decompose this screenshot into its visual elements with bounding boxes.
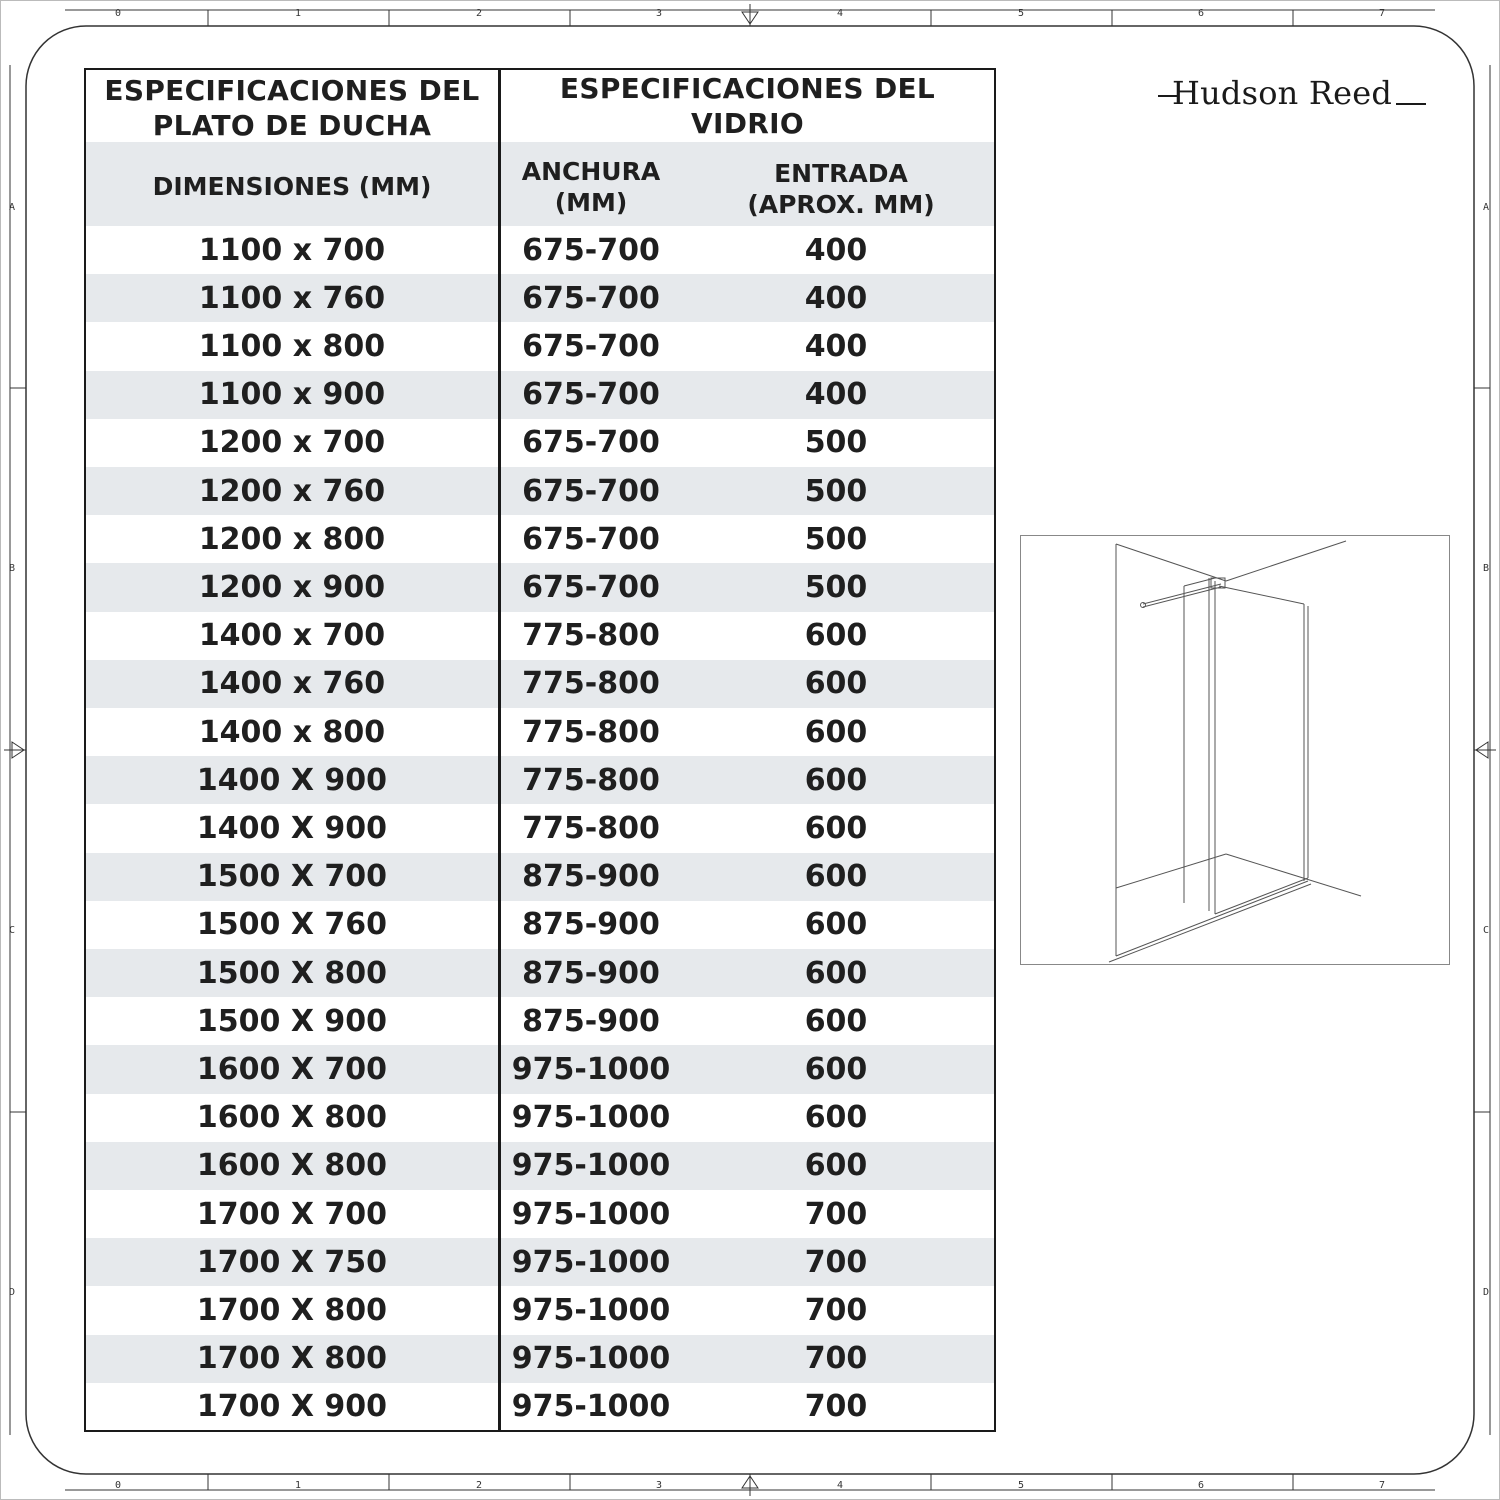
ruler-label: C (9, 925, 16, 936)
column-divider (498, 70, 501, 1430)
cell-dimensions: 1100 x 700 (198, 232, 386, 268)
cell-width: 675-700 (522, 473, 660, 509)
cell-dimensions: 1500 X 900 (196, 1003, 388, 1039)
cell-dimensions: 1600 X 700 (196, 1051, 388, 1087)
cell-entry: 600 (804, 618, 868, 654)
cell-entry: 700 (804, 1341, 868, 1377)
cell-width: 975-1000 (511, 1244, 671, 1280)
cell-width: 675-700 (522, 521, 660, 557)
ruler-label: 5 (1018, 1480, 1025, 1491)
cell-entry: 400 (804, 232, 868, 268)
group-header-tray: ESPECIFICACIONES DEL PLATO DE DUCHA (104, 74, 480, 142)
shower-enclosure-illustration (1020, 535, 1450, 965)
cell-dimensions: 1500 X 700 (196, 859, 388, 895)
ruler-label: B (9, 563, 16, 574)
cell-dimensions: 1400 X 900 (196, 810, 388, 846)
cell-entry: 700 (804, 1196, 868, 1232)
cell-width: 675-700 (522, 425, 660, 461)
cell-dimensions: 1700 X 700 (196, 1196, 388, 1232)
ruler-label: 0 (115, 1480, 122, 1491)
spec-table (84, 68, 996, 1432)
ruler-label: A (1483, 202, 1490, 213)
brand-logo (1158, 70, 1428, 118)
cell-entry: 600 (804, 1148, 868, 1184)
cell-dimensions: 1200 x 700 (198, 425, 386, 461)
cell-entry: 400 (804, 377, 868, 413)
ruler-label: 6 (1198, 8, 1205, 19)
cell-width: 975-1000 (511, 1389, 671, 1425)
cell-width: 775-800 (522, 618, 660, 654)
cell-entry: 600 (804, 762, 868, 798)
cell-width: 975-1000 (511, 1341, 671, 1377)
walk-in-shower-icon (1021, 536, 1449, 964)
cell-width: 975-1000 (511, 1100, 671, 1136)
cell-entry: 600 (804, 1003, 868, 1039)
cell-entry: 600 (804, 955, 868, 991)
cell-entry: 700 (804, 1389, 868, 1425)
cell-dimensions: 1500 X 760 (196, 907, 388, 943)
ruler-label: B (1483, 563, 1490, 574)
cell-dimensions: 1600 X 800 (196, 1100, 388, 1136)
cell-dimensions: 1400 x 800 (198, 714, 386, 750)
cell-entry: 600 (804, 1051, 868, 1087)
ruler-label: C (1483, 925, 1490, 936)
cell-width: 975-1000 (511, 1196, 671, 1232)
ruler-label: 6 (1198, 1480, 1205, 1491)
cell-width: 875-900 (522, 859, 660, 895)
cell-entry: 600 (804, 1100, 868, 1136)
cell-entry: 600 (804, 859, 868, 895)
ruler-label: D (9, 1287, 16, 1298)
ruler-label: A (9, 202, 16, 213)
cell-entry: 600 (804, 714, 868, 750)
cell-dimensions: 1100 x 900 (198, 377, 386, 413)
cell-width: 875-900 (522, 907, 660, 943)
ruler-label: 7 (1379, 8, 1386, 19)
cell-entry: 500 (804, 425, 868, 461)
cell-width: 775-800 (522, 810, 660, 846)
cell-entry: 400 (804, 280, 868, 316)
cell-width: 675-700 (522, 232, 660, 268)
cell-width: 775-800 (522, 714, 660, 750)
column-header-dimensions: DIMENSIONES (MM) (152, 172, 432, 202)
ruler-label: 1 (295, 8, 302, 19)
cell-width: 975-1000 (511, 1292, 671, 1328)
cell-dimensions: 1200 x 900 (198, 569, 386, 605)
cell-width: 975-1000 (511, 1051, 671, 1087)
ruler-label: 2 (476, 1480, 483, 1491)
cell-dimensions: 1500 X 800 (196, 955, 388, 991)
cell-dimensions: 1700 X 900 (196, 1389, 388, 1425)
cell-width: 875-900 (522, 955, 660, 991)
ruler-label: 5 (1018, 8, 1025, 19)
ruler-label: 2 (476, 8, 483, 19)
cell-dimensions: 1100 x 760 (198, 280, 386, 316)
cell-width: 675-700 (522, 569, 660, 605)
ruler-label: D (1483, 1287, 1490, 1298)
cell-dimensions: 1400 x 760 (198, 666, 386, 702)
cell-entry: 500 (804, 521, 868, 557)
cell-entry: 700 (804, 1292, 868, 1328)
cell-dimensions: 1200 x 800 (198, 521, 386, 557)
cell-width: 675-700 (522, 328, 660, 364)
ruler-label: 3 (656, 1480, 663, 1491)
cell-entry: 500 (804, 569, 868, 605)
cell-entry: 600 (804, 907, 868, 943)
cell-width: 875-900 (522, 1003, 660, 1039)
ruler-label: 1 (295, 1480, 302, 1491)
cell-entry: 700 (804, 1244, 868, 1280)
cell-entry: 600 (804, 666, 868, 702)
cell-dimensions: 1700 X 800 (196, 1292, 388, 1328)
cell-width: 775-800 (522, 762, 660, 798)
ruler-label: 4 (837, 1480, 844, 1491)
cell-dimensions: 1100 x 800 (198, 328, 386, 364)
group-header-glass: ESPECIFICACIONES DEL VIDRIO (559, 72, 936, 140)
cell-dimensions: 1400 X 900 (196, 762, 388, 798)
cell-dimensions: 1200 x 760 (198, 473, 386, 509)
ruler-label: 3 (656, 8, 663, 19)
cell-dimensions: 1700 X 750 (196, 1244, 388, 1280)
cell-width: 775-800 (522, 666, 660, 702)
ruler-label: 4 (837, 8, 844, 19)
cell-width: 975-1000 (511, 1148, 671, 1184)
cell-dimensions: 1700 X 800 (196, 1341, 388, 1377)
column-header-width: ANCHURA (MM) (521, 156, 661, 217)
cell-entry: 600 (804, 810, 868, 846)
cell-dimensions: 1400 x 700 (198, 618, 386, 654)
cell-dimensions: 1600 X 800 (196, 1148, 388, 1184)
cell-width: 675-700 (522, 377, 660, 413)
logo-text: Hudson Reed (1172, 74, 1393, 112)
ruler-label: 0 (115, 8, 122, 19)
cell-width: 675-700 (522, 280, 660, 316)
cell-entry: 400 (804, 328, 868, 364)
cell-entry: 500 (804, 473, 868, 509)
column-header-entry: ENTRADA (APROX. MM) (747, 158, 935, 219)
ruler-label: 7 (1379, 1480, 1386, 1491)
